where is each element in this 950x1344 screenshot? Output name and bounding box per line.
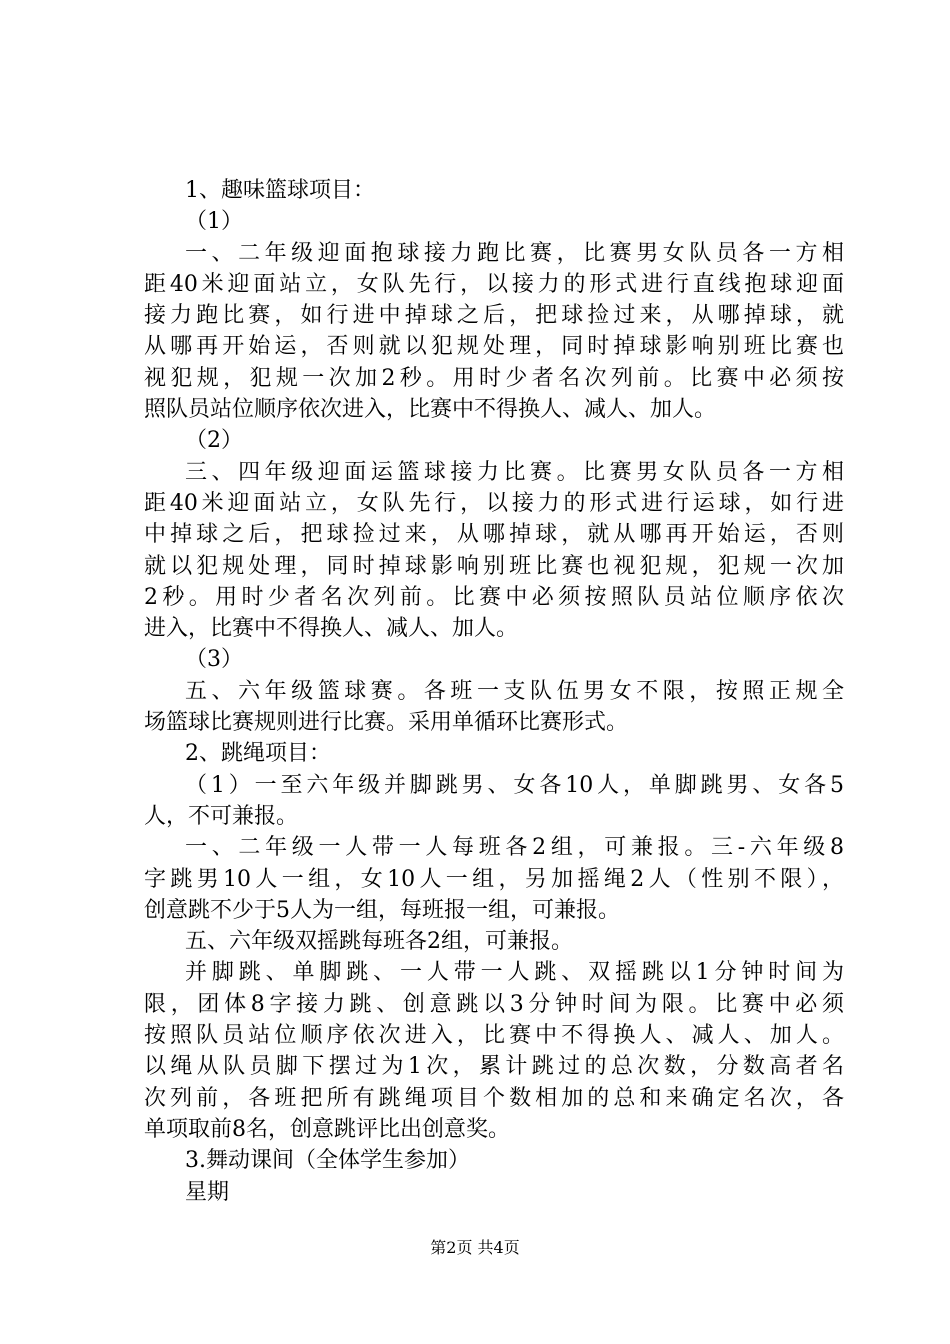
subsection-number: （2） [185,428,243,454]
paragraph-line: 三、四年级迎面运篮球接力比赛。比赛男女队员各一方相 [185,459,844,485]
paragraph-line: 从哪再开始运，否则就以犯规处理，同时掉球影响别班比赛也 [144,334,844,360]
paragraph-line: 场篮球比赛规则进行比赛。采用单循环比赛形式。 [144,710,629,736]
document-body [144,175,844,1208]
paragraph-line: 人，不可兼报。 [144,803,299,829]
paragraph-line: 以绳从队员脚下摆过为1次，累计跳过的总次数，分数高者名 [144,1054,844,1080]
paragraph-line: 一、二年级一人带一人每班各2组，可兼报。三-六年级8 [185,835,844,861]
paragraph-line: 一、二年级迎面抱球接力跑比赛，比赛男女队员各一方相 [185,240,844,266]
paragraph-line: 次列前，各班把所有跳绳项目个数相加的总和来确定名次，各 [144,1085,844,1111]
paragraph-line: 中掉球之后，把球捡过来，从哪掉球，就从哪再开始运，否则 [144,522,844,548]
section-heading-basketball: 1、趣味篮球项目： [185,178,375,203]
paragraph-line: 按照队员站位顺序依次进入，比赛中不得换人、减人、加人。 [144,1023,844,1049]
paragraph-line: （1）一至六年级并脚跳男、女各10人，单脚跳男、女各5 [185,772,844,798]
paragraph-line: 星期 [185,1179,230,1205]
paragraph-line: 照队员站位顺序依次进入，比赛中不得换人、减人、加人。 [144,397,717,423]
subsection-number: （3） [185,647,243,673]
paragraph-line: 字跳男10人一组，女10人一组，另加摇绳2人（性别不限）， [144,866,844,892]
paragraph-line: 距40米迎面站立，女队先行，以接力的形式进行直线抱球迎面 [144,271,844,297]
paragraph-line: 五、六年级双摇跳每班各2组，可兼报。 [185,929,573,955]
paragraph-line: 五、六年级篮球赛。各班一支队伍男女不限，按照正规全 [185,678,844,704]
paragraph-line: 单项取前8名，创意跳评比出创意奖。 [144,1116,510,1142]
paragraph-line: 2秒。用时少者名次列前。比赛中必须按照队员站位顺序依次 [144,584,844,610]
paragraph-line: 就以犯规处理，同时掉球影响别班比赛也视犯规，犯规一次加 [144,553,844,579]
subsection-number: （1） [185,209,243,235]
paragraph-line: 视犯规，犯规一次加2秒。用时少者名次列前。比赛中必须按 [144,365,844,391]
section-heading-jump-rope: 2、跳绳项目： [185,741,331,767]
paragraph-line: 距40米迎面站立，女队先行，以接力的形式进行运球，如行进 [144,490,844,516]
paragraph-line: 进入，比赛中不得换人、减人、加人。 [144,616,519,642]
section-heading-dance-break: 3.舞动课间（全体学生参加） [185,1148,470,1174]
paragraph-line: 创意跳不少于5人为一组，每班报一组，可兼报。 [144,897,620,923]
paragraph-line: 限，团体8字接力跳、创意跳以3分钟时间为限。比赛中必须 [144,991,844,1017]
paragraph-line: 接力跑比赛，如行进中掉球之后，把球捡过来，从哪掉球，就 [144,303,844,329]
paragraph-line: 并脚跳、单脚跳、一人带一人跳、双摇跳以1分钟时间为 [185,960,844,986]
page-number-footer: 第2页 共4页 [430,1238,520,1257]
